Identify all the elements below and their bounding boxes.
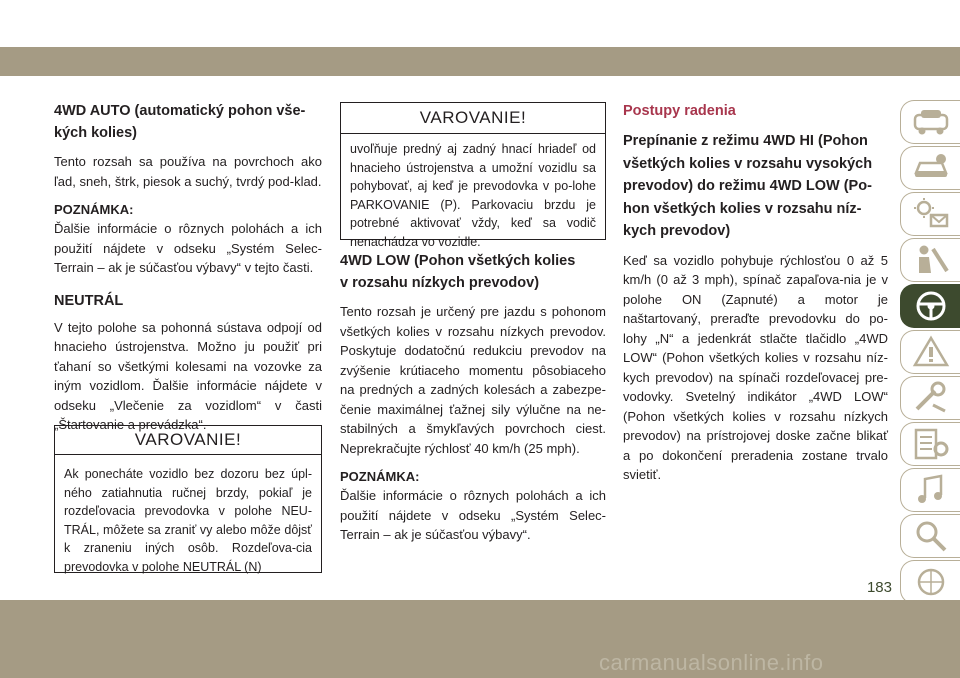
note-title: POZNÁMKA:: [340, 469, 420, 484]
heading-line: 4WD AUTO (automatický pohon vše-: [54, 103, 306, 119]
column-right: [623, 100, 888, 493]
page-number: 183: [866, 579, 892, 596]
note-text: Ďalšie informácie o rôznych polohách a ich použití nájdete v odseku „Systém Selec-Terrain – ak je súčasťou výbavy“ v tejto časti.: [54, 221, 322, 275]
tab-search-index[interactable]: [900, 514, 960, 558]
car-info-icon: [911, 151, 951, 185]
tab-technical-specs[interactable]: [900, 422, 960, 466]
column-left: [54, 100, 322, 443]
heading-line: kých kolies): [54, 125, 138, 141]
tab-seatbelt-safety[interactable]: [900, 238, 960, 282]
steering-wheel-icon: [911, 289, 951, 323]
heading-line: hon všetkých kolies v rozsahu níz-: [623, 200, 862, 217]
heading-line: kych prevodov): [623, 223, 731, 239]
column-middle: [340, 102, 606, 553]
search-index-icon: [911, 519, 951, 553]
heading-line: Prepínanie z režimu 4WD HI (Pohon: [623, 133, 868, 149]
para-4wd-auto: Tento rozsah sa používa na povrchoch ako ľad, sneh, štrk, piesok a suchý, tvrdý pod-klad.: [54, 154, 322, 189]
section-title: Postupy radenia: [623, 103, 736, 119]
heading-line: prevodov) do režimu 4WD LOW (Po-: [623, 178, 872, 194]
warning-light-icon: [911, 197, 951, 231]
tab-service-maintenance[interactable]: [900, 376, 960, 420]
heading-shift-procedure: [623, 130, 888, 243]
top-band: [0, 47, 960, 76]
multimedia-icon: [911, 473, 951, 507]
tab-car-interior[interactable]: [900, 100, 960, 144]
heading-4wd-low: [340, 250, 606, 294]
warning-box: [54, 425, 322, 573]
tab-roadside-emergency[interactable]: [900, 330, 960, 374]
warning-text: uvoľňuje predný aj zadný hnací hriadeľ od hnacieho ústrojenstva a umožní vozidlu sa pohybovať, aj keď je prevodovka v po-lohe PARKOVANIE (P). Parkovaciu brzdu je potrebné aktivovať vždy, keď sa vodič nenachádza vo vozidle.: [350, 142, 596, 249]
note-title: POZNÁMKA:: [54, 202, 134, 217]
language-index-icon: [911, 565, 951, 599]
para-4wd-low: Tento rozsah je určený pre jazdu s pohonom všetkých kolies v rozsahu nízkych prevodov. Poskytuje dodatočnú redukciu prevodov na zvýšenie krútiaceho momentu pôsobiaceho na predných a zadných kolesách a zabezpe-čenie maximálnej ťažnej sily výlučne na ne-stabilných a šmykľavých povrchoch ciest. Neprekračujte rýchlosť 40 km/h (25 mph).: [340, 304, 606, 456]
watermark: carmanualsonline.info: [599, 650, 824, 675]
roadside-emergency-icon: [911, 335, 951, 369]
tab-steering-wheel[interactable]: [900, 284, 960, 328]
warning-box-continued: [340, 102, 606, 249]
warning-title: VAROVANIE!: [55, 426, 321, 455]
technical-specs-icon: [911, 427, 951, 461]
heading-line: 4WD LOW (Pohon všetkých kolies: [340, 253, 576, 269]
seatbelt-safety-icon: [911, 243, 951, 277]
tab-car-info[interactable]: [900, 146, 960, 190]
heading-4wd-auto: [54, 100, 322, 144]
car-interior-icon: [911, 105, 951, 139]
para-shift: Keď sa vozidlo pohybuje rýchlosťou 0 až 5 km/h (0 až 3 mph), spínač zapaľova-nia je v polohe ON (Zapnuté) a motor je naštartovaný, preraďte prevodovku do po-lohy „N“ a jedenkrát stlačte tlačidlo „4WD LOW“ (Pohon všetkých kolies v rozsahu níz-kych prevodov) na spínači rozdeľovacej pre-vodovky. Svetelný indikátor „4WD LOW“ (Pohon všetkých kolies v rozsahu nízkych prevodov) na prístrojovej doske začne blikať a po dokončení preradenia zostane trvalo svietiť.: [623, 252, 888, 482]
heading-neutral: NEUTRÁL: [54, 292, 124, 309]
tab-warning-light[interactable]: [900, 192, 960, 236]
note-text: Ďalšie informácie o rôznych polohách a ich použití nájdete v odseku „Systém Selec-Terrain – ak je súčasťou výbavy“.: [340, 488, 606, 542]
heading-line: v rozsahu nízkych prevodov): [340, 275, 540, 291]
tab-multimedia[interactable]: [900, 468, 960, 512]
warning-text: Ak ponecháte vozidlo bez dozoru bez úpl-ného zatiahnutia ručnej brzdy, pokiaľ je rozdeľovacia prevodovka v polohe NEU-TRÁL, môžete sa zraniť vy alebo môže dôjsť k zraneniu iných osôb. Rozdeľova-cia prevodovka v polohe NEUTRÁL (N): [64, 467, 312, 574]
tab-language-index[interactable]: [900, 560, 960, 604]
heading-line: všetkých kolies v rozsahu vysokých: [623, 155, 873, 172]
para-neutral: V tejto polohe sa pohonná sústava odpojí od hnacieho ústrojenstva. Možno ju použiť pri ťahaní so všetkými kolesami na vozovke za iným vozidlom. Ďalšie informácie nájdete v odseku „Vlečenie za vozidlom“ v časti „Štartovanie a prevádzka“.: [54, 319, 322, 432]
warning-title: VAROVANIE!: [341, 103, 605, 134]
service-maintenance-icon: [911, 381, 951, 415]
